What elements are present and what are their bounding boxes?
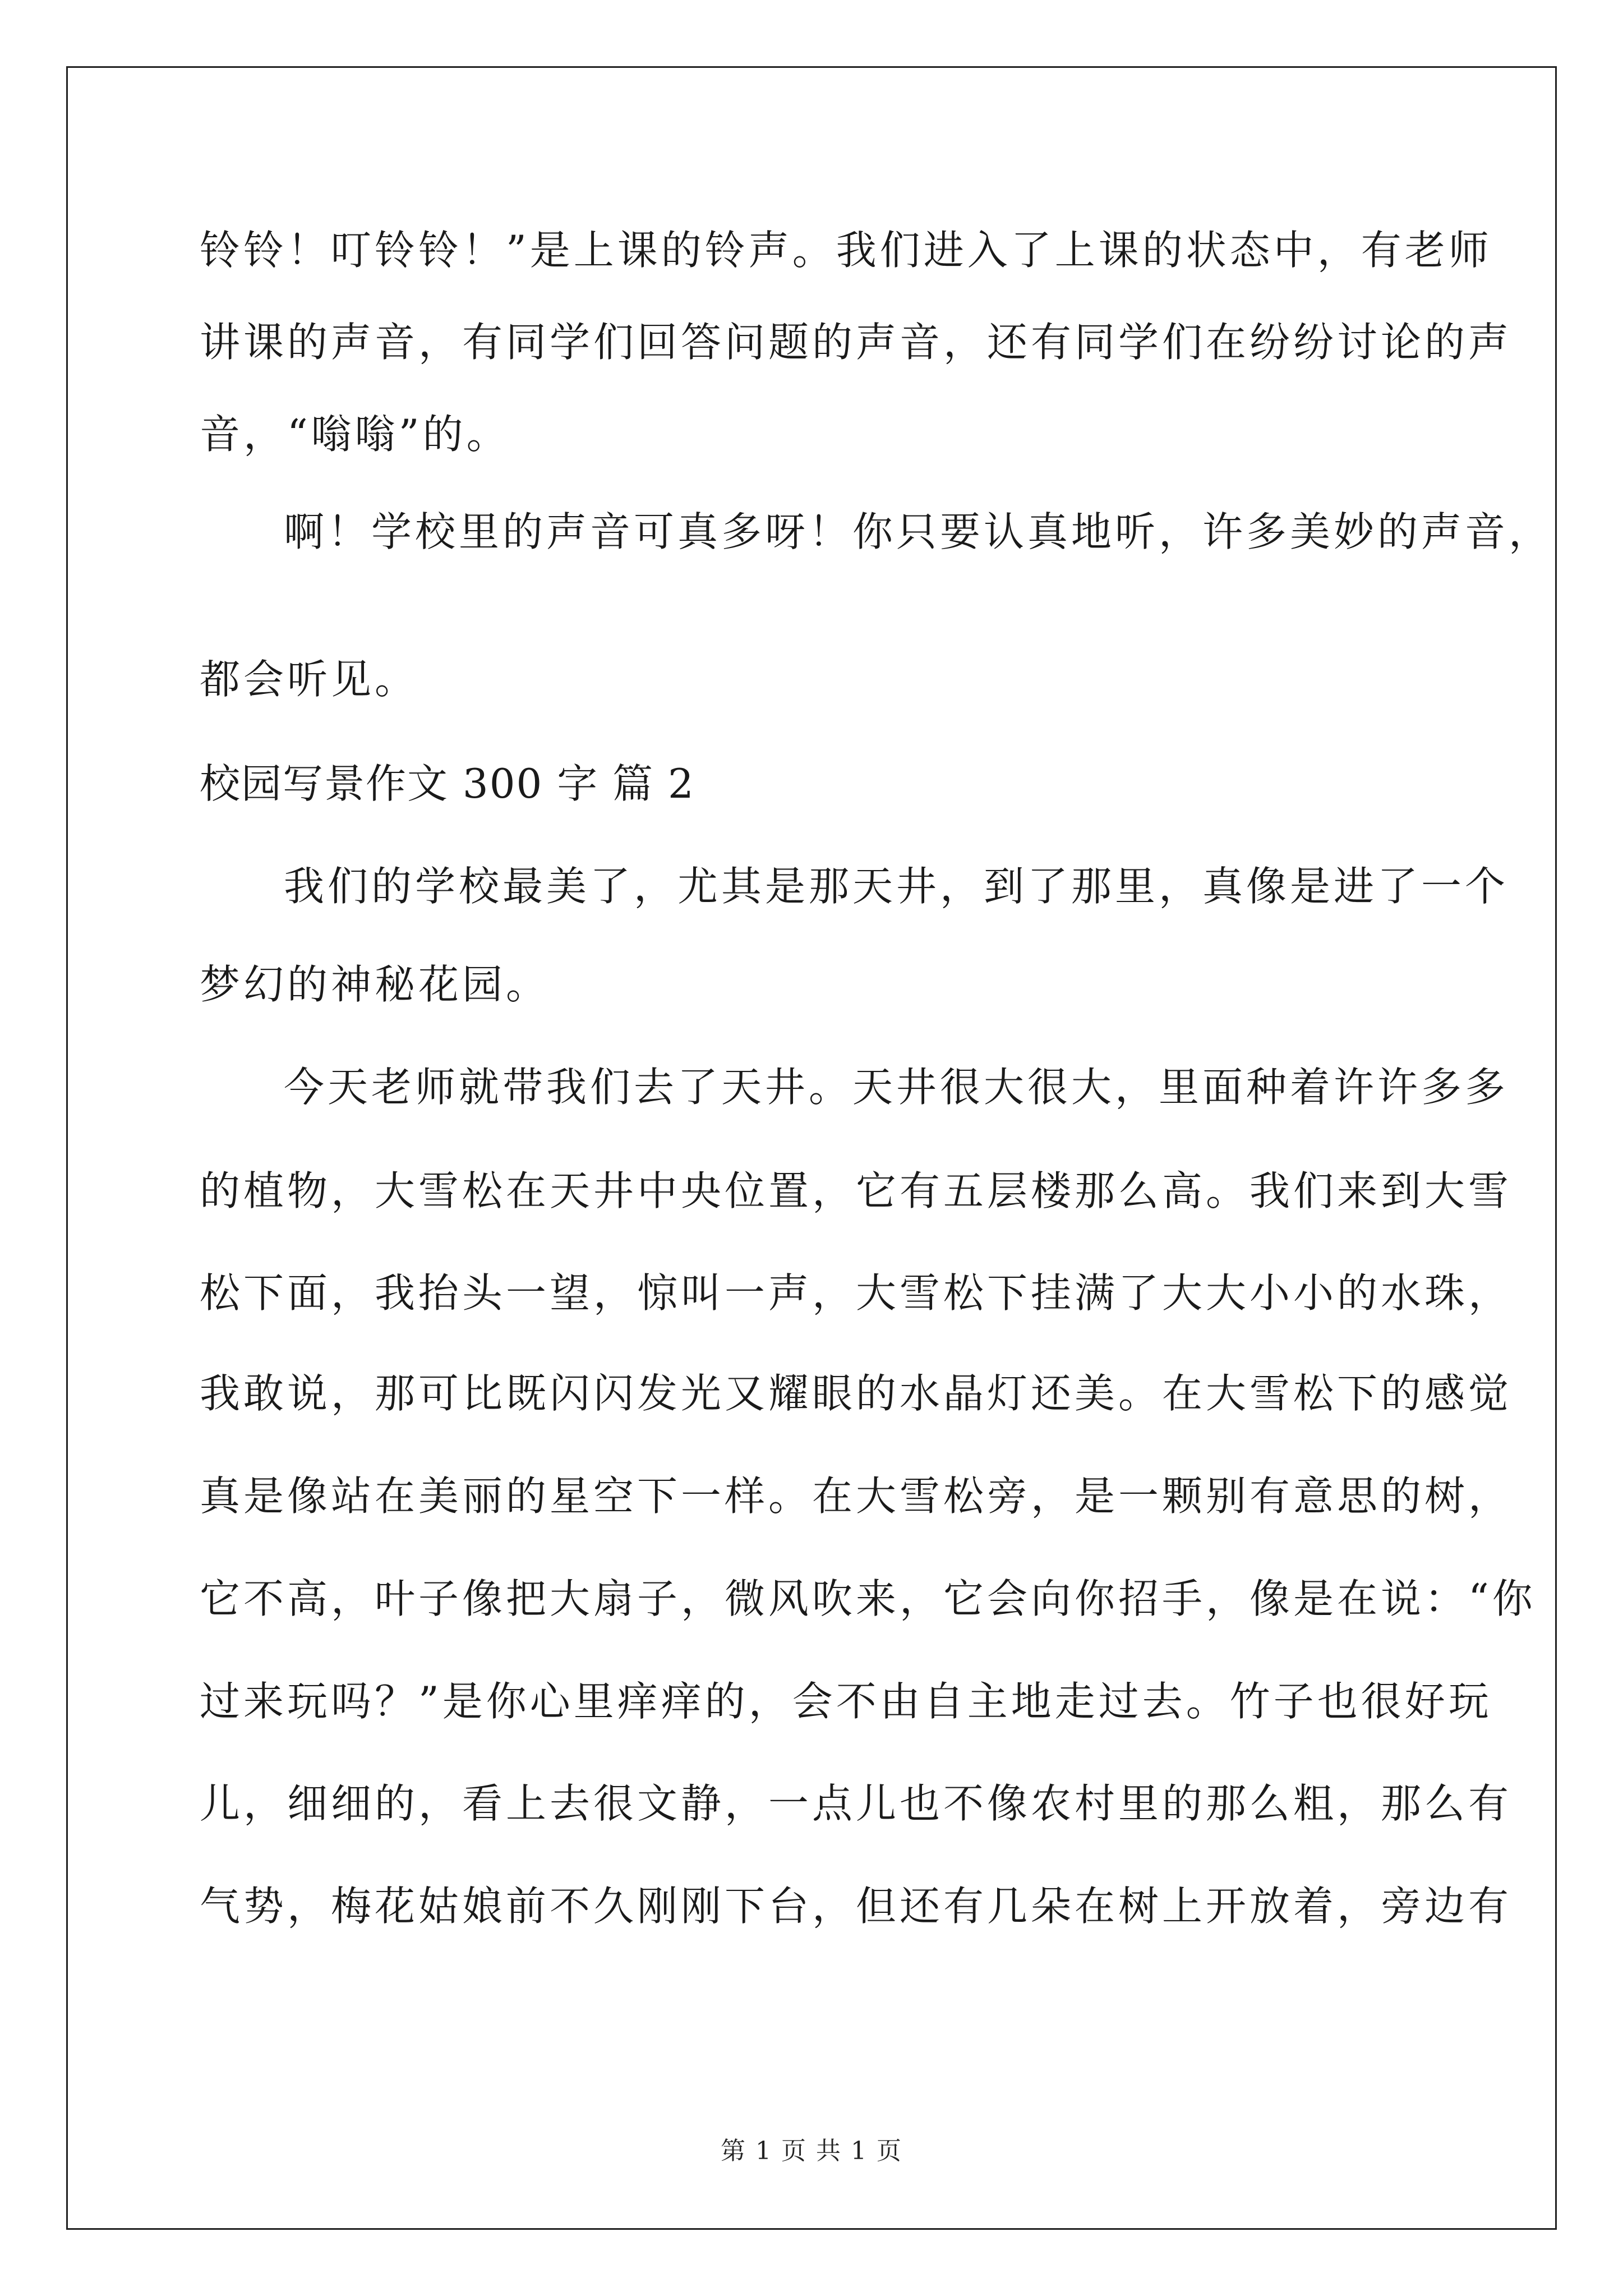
page-number-footer: 第 1 页 共 1 页	[721, 2137, 902, 2165]
text-line: 儿，细细的，看上去很文静，一点儿也不像农村里的那么粗，那么有	[200, 1780, 1513, 1827]
text-line: 啊！学校里的声音可真多呀！你只要认真地听，许多美妙的声音，	[284, 508, 1553, 555]
section-heading: 校园写景作文 300 字 篇 2	[200, 760, 695, 807]
text-line: 气势，梅花姑娘前不久刚刚下台，但还有几朵在树上开放着，旁边有	[200, 1883, 1513, 1930]
text-line: 松下面，我抬头一望，惊叫一声，大雪松下挂满了大大小小的水珠，	[200, 1269, 1513, 1317]
text-line: 今天老师就带我们去了天井。天井很大很大，里面种着许许多多	[284, 1064, 1509, 1111]
text-line: 我们的学校最美了，尤其是那天井，到了那里，真像是进了一个	[284, 863, 1509, 910]
text-line: 都会听见。	[200, 656, 419, 703]
text-line: 过来玩吗？”是你心里痒痒的，会不由自主地走过去。竹子也很好玩	[200, 1678, 1492, 1725]
text-line: 音，“嗡嗡”的。	[200, 411, 510, 458]
text-line: 铃铃！叮铃铃！”是上课的铃声。我们进入了上课的状态中，有老师	[200, 227, 1492, 274]
text-line: 我敢说，那可比既闪闪发光又耀眼的水晶灯还美。在大雪松下的感觉	[200, 1370, 1513, 1417]
text-line: 它不高，叶子像把大扇子，微风吹来，它会向你招手，像是在说：“你	[200, 1575, 1536, 1622]
text-line: 的植物，大雪松在天井中央位置，它有五层楼那么高。我们来到大雪	[200, 1167, 1513, 1214]
text-line: 讲课的声音，有同学们回答问题的声音，还有同学们在纷纷讨论的声	[200, 319, 1513, 366]
text-line: 梦幻的神秘花园。	[200, 961, 550, 1008]
text-line: 真是像站在美丽的星空下一样。在大雪松旁，是一颗别有意思的树，	[200, 1473, 1513, 1520]
